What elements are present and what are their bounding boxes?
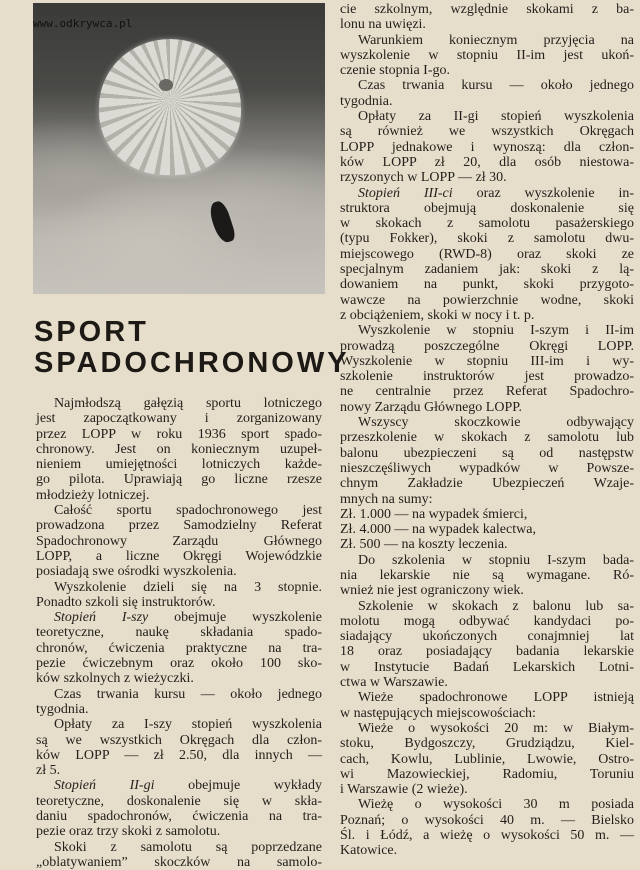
paragraph <box>340 507 634 522</box>
text-line: przeszkolenie w skokach z samolotu lub <box>340 430 634 446</box>
paragraph <box>36 687 322 718</box>
paragraph <box>36 396 322 503</box>
text-line: posiadają swe ośrodki wyszkolenia. <box>36 564 237 580</box>
text-line: Śl. i Łódź, a wieżę o wysokości 50 m. — <box>340 828 634 844</box>
paragraph <box>36 580 322 611</box>
text-line: Czas trwania kursu — około jednego <box>54 686 322 702</box>
paragraph <box>36 610 322 686</box>
text-line: Wszyscy skoczkowie odbywający <box>358 415 634 431</box>
left-text-column <box>36 396 322 870</box>
text-line: mnych na sumy: <box>340 491 433 507</box>
text-line: teoretyczne, doskonalenie się w skła- <box>36 793 322 809</box>
paragraph <box>36 840 322 870</box>
paragraph <box>340 553 634 599</box>
paragraph <box>340 78 634 109</box>
headline-line-2: SPADOCHRONOWY <box>34 347 350 379</box>
text-line: Czas trwania kursu — około jednego <box>358 78 634 94</box>
text-line: Spadochronowy Zarządu Głównego <box>36 533 322 549</box>
text-line: są we wszystkich Okręgach dla człon- <box>36 732 322 748</box>
paragraph <box>340 33 634 79</box>
paragraph <box>340 323 634 415</box>
text-line: struktora obejmują doskonalenie się <box>340 200 634 216</box>
line-text: obejmuje wykłady <box>154 778 323 794</box>
parachutist-figure <box>207 199 237 245</box>
text-line: wawcze na powierzchnie wodne, skoki <box>340 292 634 308</box>
text-line: stoku, Bydgoszczy, Grudziądzu, Kiel- <box>340 736 634 752</box>
text-line: chronowy. Jest on koniecznym uzupeł- <box>36 441 322 457</box>
text-line: wyszkolenie w stopniu II-im jest ukoń- <box>340 47 634 63</box>
text-line: „oblatywaniem” skoczków na samolo- <box>36 854 322 870</box>
text-line: cach, Kowlu, Lublinie, Lwowie, Ostro- <box>340 751 634 767</box>
text-line: miejscowego (RWD-8) oraz skoki ze <box>340 246 634 262</box>
text-line: młodzieży lotniczej. <box>36 487 150 503</box>
text-line: lonu na uwięzi. <box>340 17 426 33</box>
italic-lead: Stopień III-ci <box>358 185 453 201</box>
paragraph <box>340 2 634 33</box>
text-line: Wieże o wysokości 20 m: w Białym- <box>358 720 634 736</box>
watermark: www.odkrywca.pl <box>33 17 133 30</box>
text-line: molotu mogą odbywać kandydaci po- <box>340 613 634 629</box>
text-line: LOPP, a liczne Okręgi Wojewódzkie <box>36 548 322 564</box>
text-line: szkolenie instruktorów jest prowadzo- <box>340 369 634 385</box>
text-line: Szkolenie w skokach z balonu lub sa- <box>358 598 634 614</box>
text-line: pezie oraz trzy skoki z samolotu. <box>36 824 221 840</box>
text-line: tygodnia. <box>36 701 89 717</box>
text-line: w Instytucie Badań Lekarskich Lotni- <box>340 659 634 675</box>
text-line: Skoki z samolotu są poprzedzane <box>54 839 322 855</box>
text-line: wi Mazowieckiej, Radomiu, Toruniu <box>340 766 634 782</box>
text-line: z obciążeniem, skoki w nocy i t. p. <box>340 307 535 323</box>
paragraph <box>340 415 634 507</box>
paragraph <box>340 522 634 537</box>
right-text-column <box>340 2 634 859</box>
text-line: siadający ukończonych conajmniej lat <box>340 629 634 645</box>
text-line: Do szkolenia w stopniu I-szym bada- <box>358 552 634 568</box>
paragraph <box>36 717 322 778</box>
text-line: cie szkolnym, względnie skokami z ba- <box>340 2 634 17</box>
parachute-photo <box>33 3 325 294</box>
text-line: teoretyczne, naukę składania spado- <box>36 625 322 641</box>
text-line: nieszczęśliwych wypadków w Powsze- <box>340 460 634 476</box>
text-line: ków LOPP — zł 2.50, dla innych — <box>36 747 322 763</box>
text-line: nia lekarskie nie są wymagane. Ró- <box>340 567 634 583</box>
line-text: oraz wyszkolenie in- <box>452 185 634 201</box>
text-line: nieniem umiejętności lotniczych każde- <box>36 457 322 473</box>
paragraph <box>340 537 634 552</box>
text-line: Wyszkolenie dzieli się na 3 stopnie. <box>54 579 322 595</box>
text-line <box>36 778 322 793</box>
line-text: obejmuje wyszkolenie <box>148 610 322 626</box>
italic-lead: Stopień I-szy <box>54 610 149 626</box>
paragraph <box>340 186 634 324</box>
text-line: Wieżę o wysokości 30 m posiada <box>358 797 634 813</box>
text-line: pezie ćwiczebnym oraz około 100 sko- <box>36 656 322 672</box>
text-line: ctwa w Warszawie. <box>340 675 448 691</box>
paragraph <box>340 690 634 721</box>
text-line: chronów, ćwiczenia praktyczne na tra- <box>36 640 322 656</box>
parachute-canopy <box>99 39 241 175</box>
text-line: 18 oraz posiadający badania lekarskie <box>340 644 634 660</box>
text-line <box>36 610 322 625</box>
text-line: Całość sportu spadochronowego jest <box>54 503 322 519</box>
text-line: ków LOPP zł 20, dla osób niestowa- <box>340 154 634 170</box>
parachute-vent <box>159 79 173 91</box>
text-line <box>340 186 634 201</box>
text-line: przez LOPP w roku 1936 sport spado- <box>36 426 322 442</box>
text-line: i Warszawie (2 wieże). <box>340 782 468 798</box>
text-line: specjalnym zadaniem jak: skoki z lą- <box>340 262 634 278</box>
text-line: chnym Zakładzie Ubezpieczeń Wzaje- <box>340 476 634 492</box>
text-line: LOPP jednakowe i wynoszą: dla człon- <box>340 139 634 155</box>
paragraph <box>340 797 634 858</box>
text-line: nowy Zarządu Głównego LOPP. <box>340 399 522 415</box>
text-line: go pilota. Uprawiają go liczne rzesze <box>36 472 322 488</box>
paragraph <box>340 599 634 691</box>
text-line: Zł. 500 — na koszty leczenia. <box>340 537 508 553</box>
text-line: Opłaty za II-gi stopień wyszkolenia <box>358 109 634 125</box>
text-line: Wyszkolenie w stopniu III-im i wy- <box>340 353 634 369</box>
paragraph <box>340 721 634 797</box>
text-line: dowaniem na punkt, skoki przygoto- <box>340 277 634 293</box>
text-line: rzyszonych w LOPP — zł 30. <box>340 170 507 186</box>
text-line: Zł. 1.000 — na wypadek śmierci, <box>340 506 528 522</box>
text-line: wnież nie jest ograniczony wiek. <box>340 583 524 599</box>
text-line: prowadzą poszczególne Okręgi LOPP. <box>340 338 634 354</box>
text-line: Wieże spadochronowe LOPP istnieją <box>358 690 634 706</box>
text-line: prowadzona przez Samodzielny Referat <box>36 518 322 534</box>
text-line: w następujących miejscowościach: <box>340 705 536 721</box>
text-line: tygodnia. <box>340 93 393 109</box>
text-line: daniu spadochronów, ćwiczenia na tra- <box>36 809 322 825</box>
text-line: Poznań; o wysokości 40 m. — Bielsko <box>340 812 634 828</box>
text-line: są również we wszystkich Okręgach <box>340 124 634 140</box>
text-line: Najmłodszą gałęzią sportu lotniczego <box>54 396 322 411</box>
paragraph <box>36 503 322 579</box>
text-line: w skokach z samolotu pasażerskiego <box>340 216 634 232</box>
text-line: Katowice. <box>340 843 398 859</box>
italic-lead: Stopień II-gi <box>54 778 155 794</box>
text-line: Ponadto szkoli się instruktorów. <box>36 594 216 610</box>
text-line: balonu ubezpieczeni są od następstw <box>340 445 634 461</box>
text-line: czenie stopnia I-go. <box>340 63 451 79</box>
text-line: Zł. 4.000 — na wypadek kalectwa, <box>340 522 536 538</box>
text-line: ków szkolnych z wieżyczki. <box>36 671 194 687</box>
text-line: zł 5. <box>36 763 61 779</box>
text-line: Warunkiem koniecznym przyjęcia na <box>358 32 634 48</box>
text-line: (typu Fokker), skoki z samolotu dwu- <box>340 231 634 247</box>
paragraph <box>340 109 634 185</box>
text-line: Opłaty za I-szy stopień wyszkolenia <box>54 717 322 733</box>
headline-line-1: SPORT <box>34 316 149 348</box>
text-line: ne centralnie przez Referat Spadochro- <box>340 384 634 400</box>
paragraph <box>36 778 322 839</box>
text-line: jest zapoczątkowany i zorganizowany <box>36 411 322 427</box>
text-line: Wyszkolenie w stopniu I-szym i II-im <box>358 323 634 339</box>
